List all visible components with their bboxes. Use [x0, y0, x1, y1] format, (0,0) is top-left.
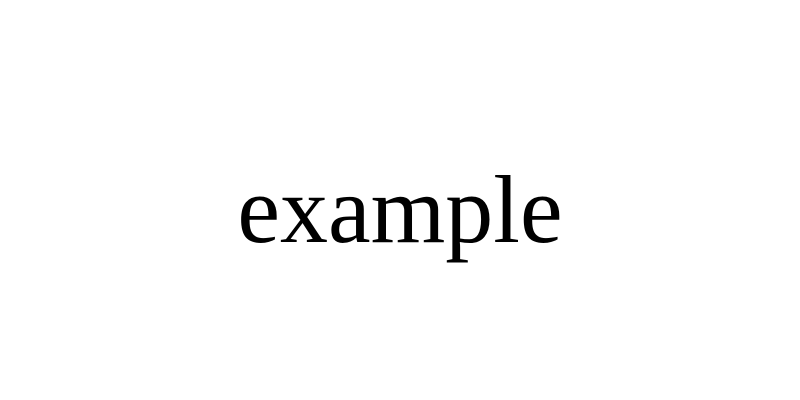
example-text: example: [237, 156, 563, 263]
